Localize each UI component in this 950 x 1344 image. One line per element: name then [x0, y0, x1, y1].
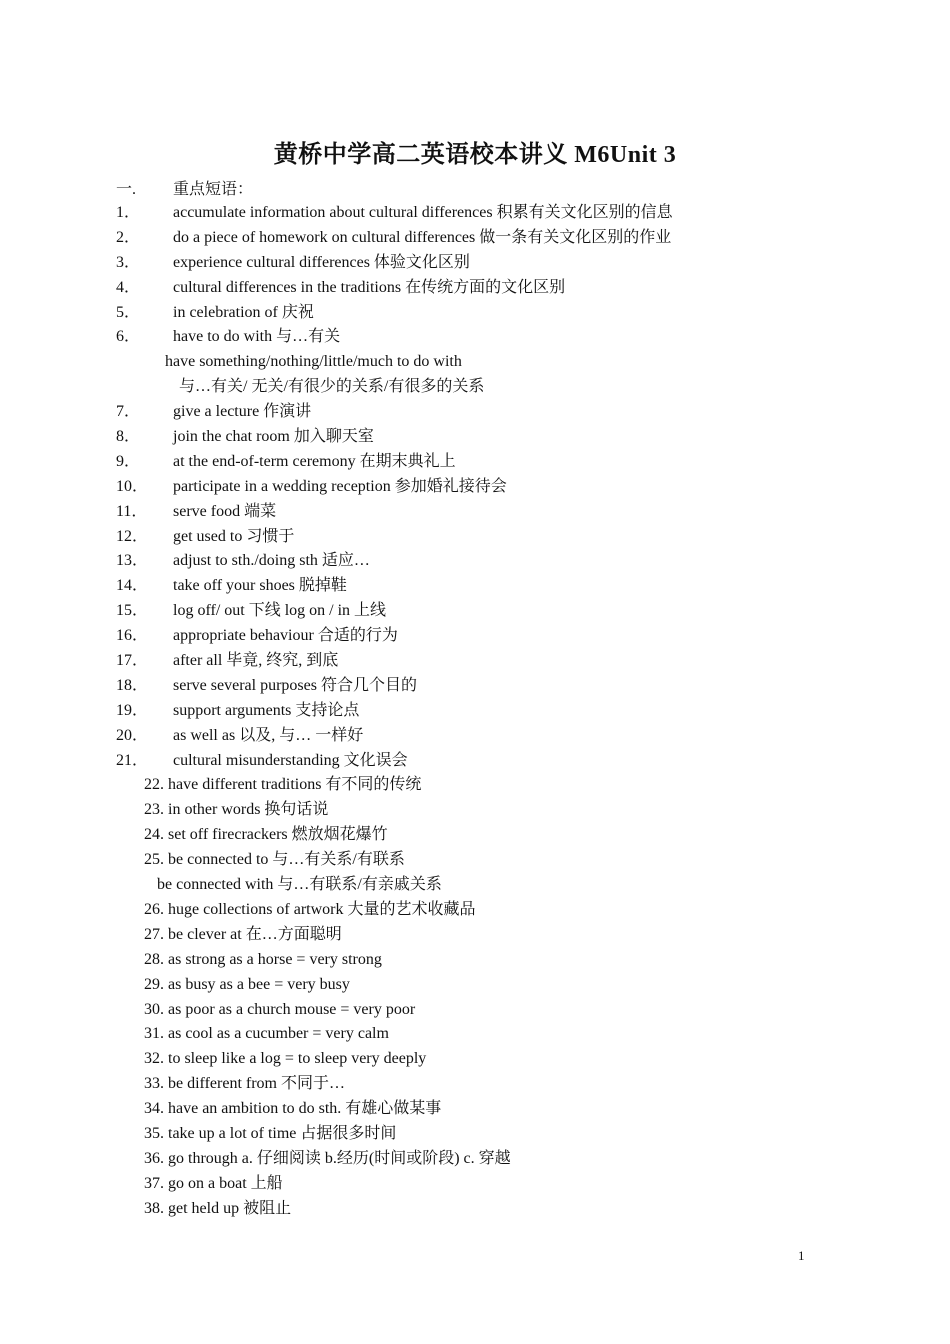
item-number: 20．	[116, 726, 149, 744]
item-text: 23. in other words 换句话说	[144, 801, 329, 819]
list-item	[116, 325, 876, 350]
list-item	[116, 724, 876, 749]
item-number: 10．	[116, 477, 149, 495]
item-text: accumulate information about cultural differences 积累有关文化区别的信息	[173, 204, 673, 221]
item-text: have something/nothing/little/much to do with	[165, 353, 462, 371]
item-number: 8．	[116, 428, 141, 446]
item-text: cultural misunderstanding 文化误会	[173, 751, 408, 769]
list-item	[116, 848, 876, 873]
list-item	[116, 898, 876, 923]
list-item	[116, 624, 876, 649]
item-text: 25. be connected to 与…有关系/有联系	[144, 851, 405, 869]
item-text: support arguments 支持论点	[173, 701, 360, 719]
section-heading	[116, 176, 253, 199]
list-item	[116, 1047, 876, 1072]
item-text: 38. get held up 被阻止	[144, 1199, 292, 1217]
item-text: serve several purposes 符合几个目的	[173, 676, 417, 694]
item-text: as well as 以及, 与… 一样好	[173, 726, 364, 744]
item-number: 18．	[116, 676, 149, 694]
list-item-sub	[116, 350, 876, 375]
list-item	[116, 450, 876, 475]
item-text: appropriate behaviour 合适的行为	[173, 627, 398, 645]
list-item	[116, 948, 876, 973]
item-text: do a piece of homework on cultural differences 做一条有关文化区别的作业	[173, 228, 672, 246]
item-number: 17．	[116, 652, 149, 670]
item-text: give a lecture 作演讲	[173, 403, 312, 421]
list-item	[116, 201, 876, 226]
list-item	[116, 1197, 876, 1222]
item-text: 30. as poor as a church mouse = very poor	[144, 1000, 416, 1018]
list-item	[116, 1147, 876, 1172]
item-text: adjust to sth./doing sth 适应…	[173, 552, 370, 570]
list-item	[116, 276, 876, 301]
list-item	[116, 923, 876, 948]
phrase-list	[116, 201, 876, 1222]
item-text: 22. have different traditions 有不同的传统	[144, 776, 422, 794]
item-number: 1．	[116, 204, 141, 221]
list-item	[116, 823, 876, 848]
item-text: 与…有关/ 无关/有很少的关系/有很多的关系	[179, 378, 485, 396]
item-text: 27. be clever at 在…方面聪明	[144, 925, 342, 943]
item-text: 28. as strong as a horse = very strong	[144, 950, 382, 968]
item-number: 12．	[116, 527, 149, 545]
list-item	[116, 1172, 876, 1197]
item-text: take off your shoes 脱掉鞋	[173, 577, 347, 595]
item-text: get used to 习惯于	[173, 527, 295, 545]
item-number: 7．	[116, 403, 141, 421]
item-number: 21．	[116, 751, 149, 769]
list-item	[116, 773, 876, 798]
list-item	[116, 475, 876, 500]
item-text: 26. huge collections of artwork 大量的艺术收藏品	[144, 900, 476, 918]
list-item	[116, 1097, 876, 1122]
item-number: 13．	[116, 552, 149, 570]
item-number: 11．	[116, 502, 148, 520]
item-number: 2．	[116, 228, 141, 246]
list-item	[116, 649, 876, 674]
item-text: have to do with 与…有关	[173, 328, 341, 346]
list-item	[116, 1072, 876, 1097]
item-text: 29. as busy as a bee = very busy	[144, 975, 350, 993]
list-item-sub	[116, 375, 876, 400]
list-item	[116, 749, 876, 774]
item-text: 31. as cool as a cucumber = very calm	[144, 1025, 389, 1043]
list-item	[116, 226, 876, 251]
list-item	[116, 674, 876, 699]
item-number: 14．	[116, 577, 149, 595]
item-text: 36. go through a. 仔细阅读 b.经历(时间或阶段) c. 穿越	[144, 1149, 511, 1167]
list-item	[116, 998, 876, 1023]
list-item	[116, 599, 876, 624]
section-number: 一.	[116, 181, 137, 198]
item-number: 19．	[116, 701, 149, 719]
list-item	[116, 973, 876, 998]
page-number: 1	[798, 1248, 805, 1263]
item-number: 16．	[116, 627, 149, 645]
item-text: 37. go on a boat 上船	[144, 1174, 283, 1192]
item-text: in celebration of 庆祝	[173, 303, 314, 321]
item-number: 15．	[116, 602, 149, 620]
list-item	[116, 301, 876, 326]
item-number: 4．	[116, 278, 141, 296]
item-text: 24. set off firecrackers 燃放烟花爆竹	[144, 826, 388, 844]
item-text: at the end-of-term ceremony 在期末典礼上	[173, 452, 456, 470]
list-item	[116, 425, 876, 450]
list-item-sub	[116, 873, 876, 898]
list-item	[116, 699, 876, 724]
item-text: after all 毕竟, 终究, 到底	[173, 652, 339, 670]
item-number: 6．	[116, 328, 141, 346]
list-item	[116, 1022, 876, 1047]
list-item	[116, 500, 876, 525]
item-text: 33. be different from 不同于…	[144, 1075, 345, 1093]
item-text: serve food 端菜	[173, 502, 277, 520]
item-text: log off/ out 下线 log on / in 上线	[173, 602, 387, 620]
item-text: join the chat room 加入聊天室	[173, 428, 374, 446]
item-text: experience cultural differences 体验文化区别	[173, 253, 470, 271]
item-text: 35. take up a lot of time 占据很多时间	[144, 1124, 397, 1142]
list-item	[116, 400, 876, 425]
list-item	[116, 574, 876, 599]
section-heading-text: 重点短语：	[173, 181, 254, 198]
item-text: cultural differences in the traditions 在传统方面的文化区别	[173, 278, 566, 296]
item-text: 34. have an ambition to do sth. 有雄心做某事	[144, 1100, 442, 1118]
item-text: be connected with 与…有联系/有亲戚关系	[157, 876, 442, 894]
list-item	[116, 798, 876, 823]
item-number: 5．	[116, 303, 141, 321]
list-item	[116, 549, 876, 574]
list-item	[116, 525, 876, 550]
page-title: 黄桥中学高二英语校本讲义 M6Unit 3	[273, 142, 677, 168]
item-number: 9．	[116, 452, 141, 470]
item-text: 32. to sleep like a log = to sleep very deeply	[144, 1050, 427, 1068]
list-item	[116, 251, 876, 276]
item-text: participate in a wedding reception 参加婚礼接待会	[173, 477, 507, 495]
item-number: 3．	[116, 253, 141, 271]
list-item	[116, 1122, 876, 1147]
